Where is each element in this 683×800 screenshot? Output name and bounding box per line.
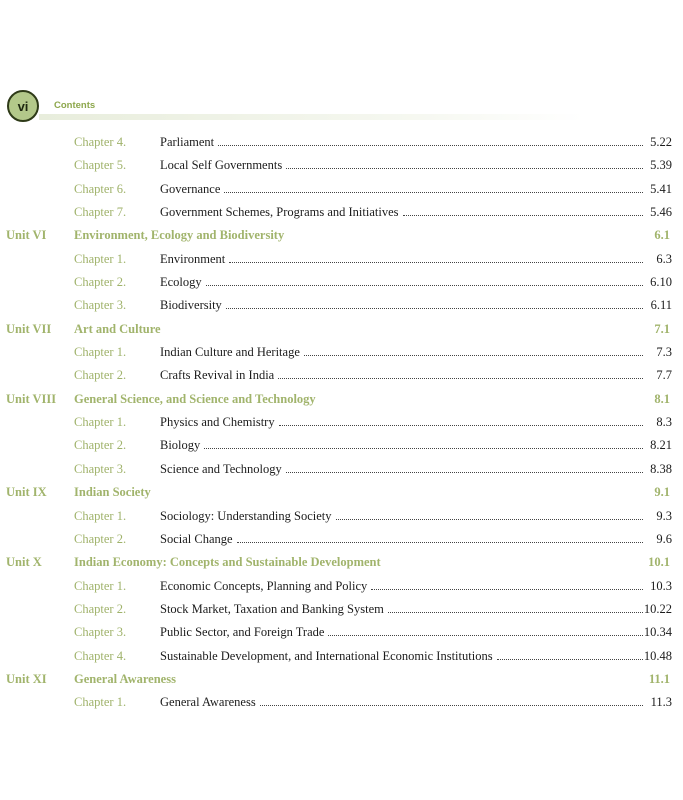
dot-leader xyxy=(206,275,643,286)
chapter-page-number: 8.38 xyxy=(650,461,672,476)
dot-leader xyxy=(371,579,643,590)
chapter-label: Chapter 4. xyxy=(74,135,127,149)
unit-page-number: 11.1 xyxy=(648,671,670,686)
chapter-leader xyxy=(160,602,643,617)
chapter-row xyxy=(0,249,683,272)
dot-leader xyxy=(497,649,643,660)
dot-leader xyxy=(286,462,643,473)
chapter-label: Chapter 1. xyxy=(74,508,127,523)
chapter-leader xyxy=(160,695,643,710)
chapter-row xyxy=(0,459,683,482)
unit-row xyxy=(0,669,683,692)
chapter-leader xyxy=(160,415,643,430)
chapter-label: Chapter 2. xyxy=(74,438,127,453)
unit-row xyxy=(0,552,683,575)
dot-leader xyxy=(286,158,643,169)
chapter-row xyxy=(0,692,683,715)
dot-leader xyxy=(403,205,644,216)
header-rule xyxy=(39,114,584,120)
unit-row xyxy=(0,482,683,505)
chapter-row xyxy=(0,599,683,622)
chapter-title: Parliament xyxy=(160,135,215,149)
unit-label: Unit X xyxy=(6,555,42,570)
chapter-title: Biology xyxy=(160,438,201,453)
chapter-page-number: 6.11 xyxy=(650,298,672,313)
unit-title: Art and Culture xyxy=(74,321,161,336)
chapter-leader xyxy=(160,438,643,453)
chapter-title: Social Change xyxy=(160,531,233,546)
dot-leader xyxy=(226,298,643,309)
chapter-leader xyxy=(160,275,643,290)
chapter-title: Ecology xyxy=(160,275,202,290)
unit-page-number: 8.1 xyxy=(654,391,670,406)
dot-leader xyxy=(278,368,643,379)
chapter-leader xyxy=(160,135,643,150)
chapter-row xyxy=(0,576,683,599)
chapter-title: Public Sector, and Foreign Trade xyxy=(160,625,325,640)
chapter-label: Chapter 1. xyxy=(74,345,127,360)
chapter-page-number: 6.10 xyxy=(650,275,672,290)
chapter-page-number: 5.46 xyxy=(650,205,672,220)
unit-label: Unit VII xyxy=(6,321,52,336)
unit-page-number: 7.1 xyxy=(654,321,670,336)
chapter-row xyxy=(0,132,683,155)
chapter-leader xyxy=(160,579,643,594)
chapter-row xyxy=(0,435,683,458)
chapter-leader xyxy=(160,252,643,267)
table-of-contents xyxy=(0,132,683,716)
chapter-title: Sustainable Development, and International Economic Institutions xyxy=(160,648,493,663)
dot-leader xyxy=(204,438,643,449)
chapter-title: Economic Concepts, Planning and Policy xyxy=(160,578,368,593)
chapter-title: Stock Market, Taxation and Banking System xyxy=(160,601,384,616)
page-number-badge: vi xyxy=(7,90,39,122)
unit-label: Unit VI xyxy=(6,228,47,243)
chapter-row xyxy=(0,179,683,202)
chapter-title: Indian Culture and Heritage xyxy=(160,345,300,360)
dot-leader xyxy=(218,135,643,146)
chapter-row xyxy=(0,529,683,552)
chapter-page-number: 6.3 xyxy=(656,251,672,266)
chapter-label: Chapter 1. xyxy=(74,695,127,710)
chapter-label: Chapter 1. xyxy=(74,578,127,593)
chapter-leader xyxy=(160,182,643,197)
chapter-page-number: 8.3 xyxy=(656,415,672,430)
page-header xyxy=(7,90,677,124)
chapter-title: Physics and Chemistry xyxy=(160,415,275,430)
dot-leader xyxy=(279,415,643,426)
chapter-page-number: 10.48 xyxy=(643,648,672,663)
chapter-label: Chapter 2. xyxy=(74,275,127,290)
chapter-row xyxy=(0,342,683,365)
unit-label: Unit VIII xyxy=(6,391,57,406)
chapter-label: Chapter 6. xyxy=(74,181,127,196)
unit-label: Unit XI xyxy=(6,671,47,686)
chapter-row xyxy=(0,295,683,318)
chapter-title: Crafts Revival in India xyxy=(160,368,275,383)
chapter-leader xyxy=(160,368,643,383)
chapter-leader xyxy=(160,298,643,313)
unit-page-number: 9.1 xyxy=(654,485,670,500)
chapter-title: Government Schemes, Programs and Initiatives xyxy=(160,205,399,220)
chapter-label: Chapter 4. xyxy=(74,648,127,663)
unit-title: General Awareness xyxy=(74,671,176,686)
dot-leader xyxy=(260,695,643,706)
unit-row xyxy=(0,389,683,412)
chapter-label: Chapter 1. xyxy=(74,251,127,266)
chapter-leader xyxy=(160,205,643,220)
chapter-page-number: 11.3 xyxy=(650,695,672,710)
dot-leader xyxy=(328,625,643,636)
dot-leader xyxy=(237,532,643,543)
chapter-row xyxy=(0,365,683,388)
chapter-title: Science and Technology xyxy=(160,461,282,476)
unit-title: General Science, and Science and Technology xyxy=(74,391,316,406)
chapter-label: Chapter 2. xyxy=(74,601,127,616)
chapter-page-number: 8.21 xyxy=(650,438,672,453)
chapter-row xyxy=(0,646,683,669)
chapter-label: Chapter 2. xyxy=(74,531,127,546)
chapter-label: Chapter 3. xyxy=(74,461,127,476)
chapter-label: Chapter 3. xyxy=(74,625,127,640)
chapter-leader xyxy=(160,532,643,547)
chapter-title: Governance xyxy=(160,181,221,196)
unit-label: Unit IX xyxy=(6,485,47,500)
chapter-row xyxy=(0,622,683,645)
dot-leader xyxy=(229,252,643,263)
chapter-leader xyxy=(160,649,643,664)
chapter-title: General Awareness xyxy=(160,695,256,710)
chapter-page-number: 10.34 xyxy=(643,625,672,640)
dot-leader xyxy=(388,602,643,613)
chapter-leader xyxy=(160,158,643,173)
chapter-page-number: 10.3 xyxy=(650,578,672,593)
dot-leader xyxy=(336,509,643,520)
chapter-page-number: 7.7 xyxy=(656,368,672,383)
chapter-label: Chapter 3. xyxy=(74,298,127,313)
unit-title: Environment, Ecology and Biodiversity xyxy=(74,228,285,243)
chapter-row xyxy=(0,155,683,178)
unit-row xyxy=(0,225,683,248)
chapter-label: Chapter 2. xyxy=(74,368,127,383)
chapter-leader xyxy=(160,625,643,640)
chapter-page-number: 10.22 xyxy=(643,601,672,616)
chapter-leader xyxy=(160,509,643,524)
chapter-title: Sociology: Understanding Society xyxy=(160,508,332,523)
unit-row xyxy=(0,319,683,342)
chapter-page-number: 5.22 xyxy=(650,135,672,149)
dot-leader xyxy=(224,182,643,193)
chapter-page-number: 7.3 xyxy=(656,345,672,360)
unit-page-number: 10.1 xyxy=(648,555,670,570)
chapter-title: Biodiversity xyxy=(160,298,222,313)
chapter-page-number: 9.3 xyxy=(656,508,672,523)
unit-title: Indian Society xyxy=(74,485,151,500)
chapter-leader xyxy=(160,345,643,360)
page-title: Contents xyxy=(54,100,96,111)
chapter-page-number: 5.41 xyxy=(650,181,672,196)
chapter-page-number: 5.39 xyxy=(650,158,672,173)
chapter-row xyxy=(0,272,683,295)
unit-page-number: 6.1 xyxy=(654,228,670,243)
chapter-page-number: 9.6 xyxy=(656,531,672,546)
dot-leader xyxy=(304,345,643,356)
chapter-label: Chapter 7. xyxy=(74,205,127,220)
chapter-label: Chapter 1. xyxy=(74,415,127,430)
chapter-leader xyxy=(160,462,643,477)
chapter-title: Environment xyxy=(160,251,226,266)
chapter-title: Local Self Governments xyxy=(160,158,283,173)
chapter-row xyxy=(0,202,683,225)
chapter-label: Chapter 5. xyxy=(74,158,127,173)
chapter-row xyxy=(0,412,683,435)
unit-title: Indian Economy: Concepts and Sustainable Development xyxy=(74,555,381,570)
chapter-row xyxy=(0,506,683,529)
